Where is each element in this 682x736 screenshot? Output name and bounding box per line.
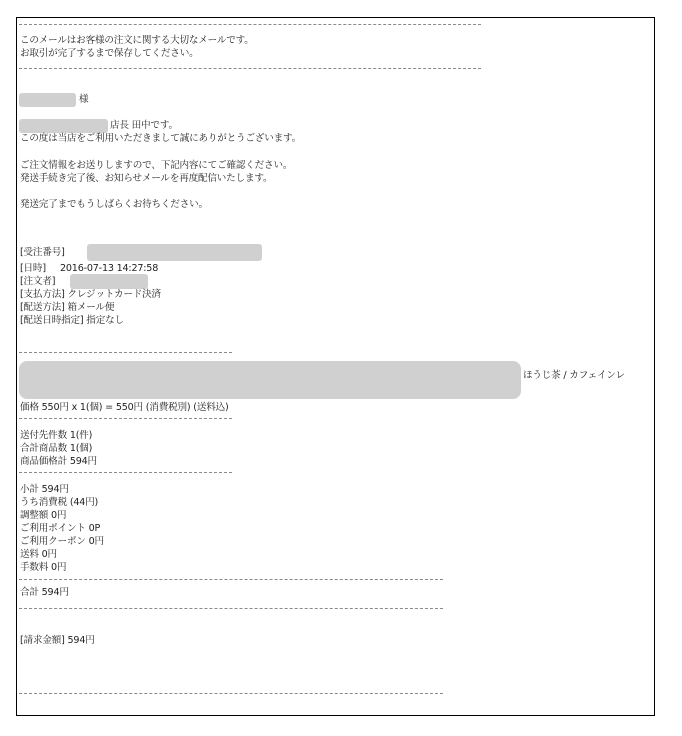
- orderer-label: [注文者]: [20, 276, 56, 287]
- manager-line: 店長 田中です。: [110, 120, 178, 131]
- payment-line: [支払方法] クレジットカード決済: [20, 289, 161, 300]
- divider: [19, 579, 443, 580]
- divider: [19, 68, 481, 69]
- handling-fee: 手数料 0円: [20, 562, 67, 573]
- points-used: ご利用ポイント 0P: [20, 523, 101, 534]
- tax: うち消費税 (44円): [20, 497, 99, 508]
- subtotal: 小計 594円: [20, 484, 69, 495]
- honorific: 様: [79, 94, 89, 105]
- divider: [19, 472, 232, 473]
- notice-line-1: このメールはお客様の注文に関する大切なメールです。: [20, 35, 254, 46]
- total-items-count: 合計商品数 1(個): [20, 443, 93, 454]
- email-body-frame: [16, 17, 655, 716]
- divider: [19, 352, 232, 353]
- items-price-total: 商品価格計 594円: [20, 456, 97, 467]
- redacted-item-name: [19, 361, 521, 399]
- adjustment: 調整額 0円: [20, 510, 67, 521]
- item-price-line: 価格 550円 x 1(個) = 550円 (消費税別) (送料込): [20, 402, 229, 413]
- shipping-method-line: [配送方法] 箱メール便: [20, 302, 115, 313]
- shipping-fee: 送料 0円: [20, 549, 57, 560]
- order-datetime-value: 2016-07-13 14:27:58: [60, 263, 159, 274]
- thanks-line: この度は当店をご利用いただきまして誠にありがとうございます。: [20, 133, 302, 144]
- grand-total: 合計 594円: [20, 587, 69, 598]
- item-name-tail: ほうじ茶 / カフェインレ: [523, 370, 625, 381]
- coupon-used: ご利用クーポン 0円: [20, 536, 104, 547]
- redacted-customer-name: [19, 93, 76, 107]
- divider: [19, 608, 443, 609]
- info-line-2: 発送手続き完了後、お知らせメールを再度配信いたします。: [20, 173, 273, 184]
- divider: [19, 418, 232, 419]
- billing-amount: [請求金額] 594円: [20, 635, 95, 646]
- order-number-label: [受注番号]: [20, 247, 65, 258]
- destinations-count: 送付先件数 1(件): [20, 430, 93, 441]
- redacted-order-number: [87, 244, 262, 261]
- info-line-1: ご注文情報をお送りしますので、下記内容にてご確認ください。: [20, 160, 293, 171]
- redacted-shop-name: [19, 119, 108, 133]
- notice-line-2: お取引が完了するまで保存してください。: [20, 48, 199, 59]
- wait-line: 発送完了までもうしばらくお待ちください。: [20, 199, 208, 210]
- delivery-date-line: [配送日時指定] 指定なし: [20, 315, 124, 326]
- redacted-orderer-name: [70, 274, 148, 289]
- order-datetime-label: [日時]: [20, 263, 46, 274]
- divider: [19, 693, 443, 694]
- divider: [19, 24, 481, 25]
